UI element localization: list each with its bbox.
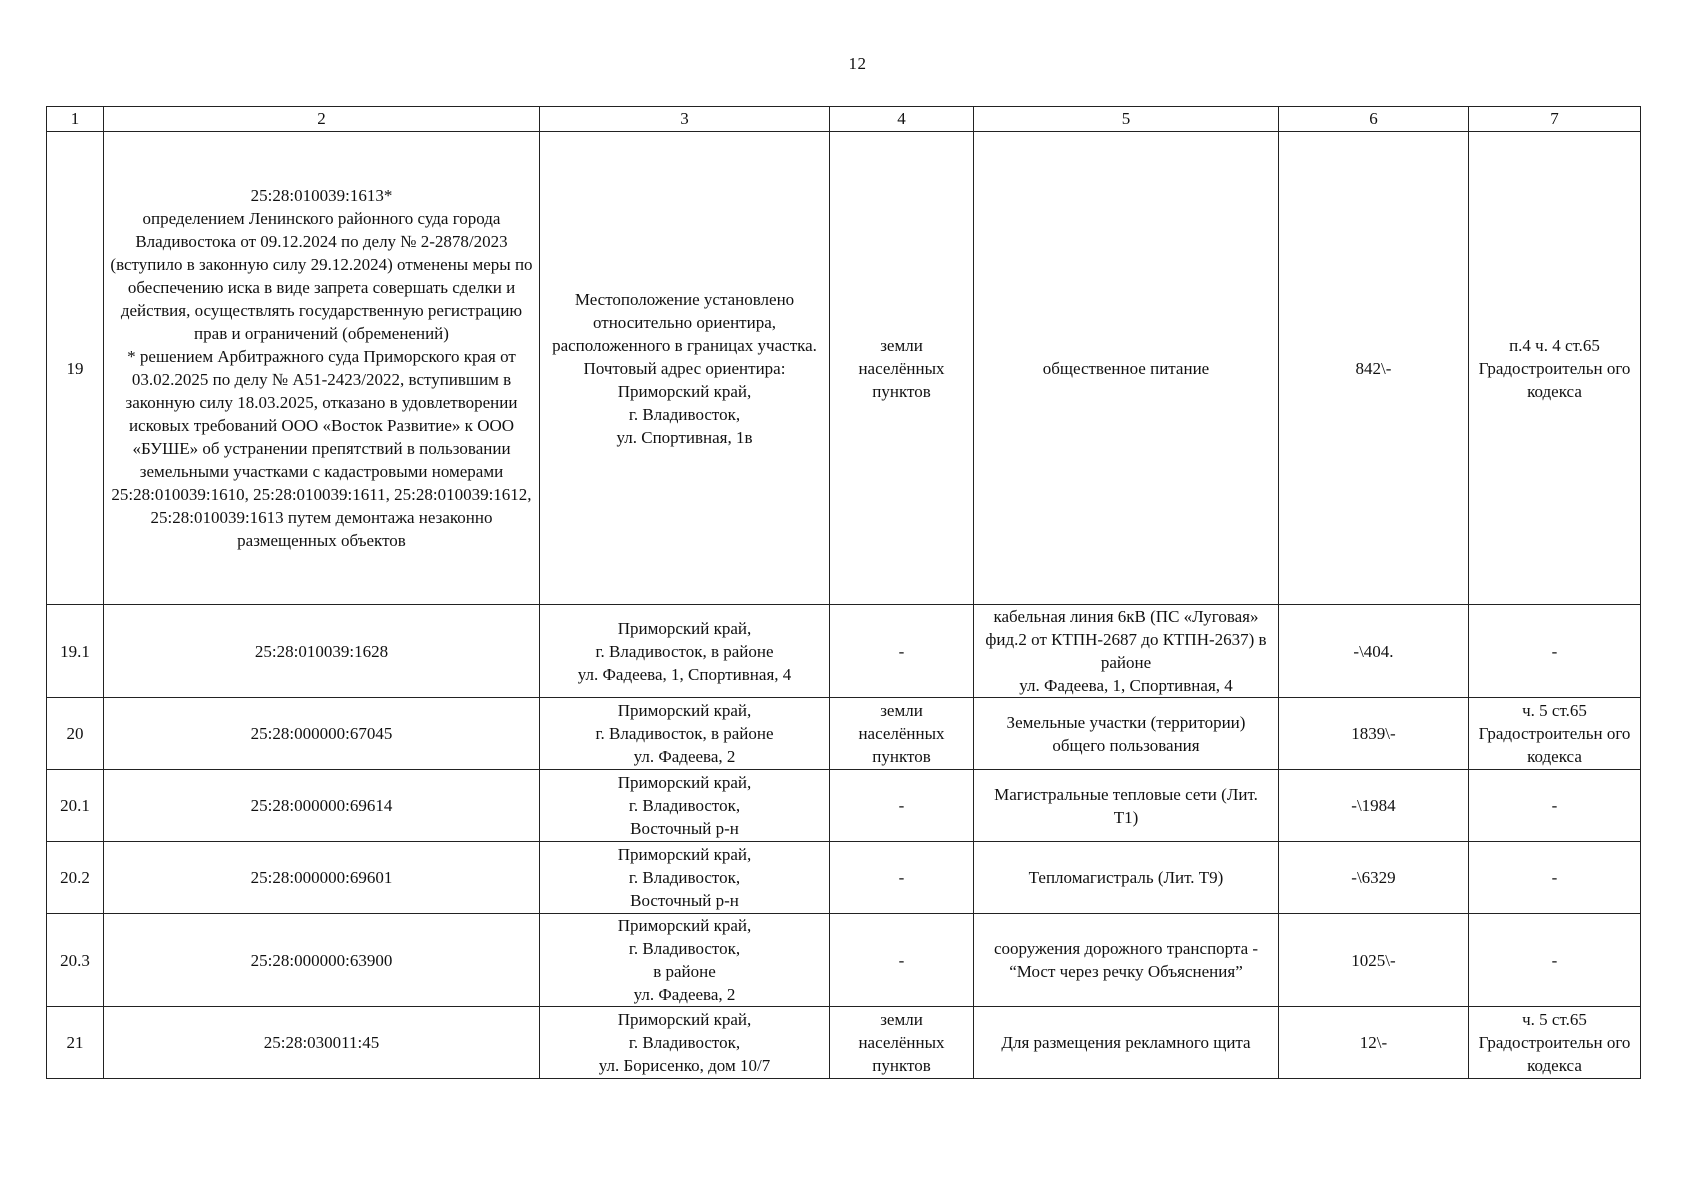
land-plots-table	[46, 106, 1641, 1079]
column-header: 3	[540, 107, 830, 132]
cadastral-number-cell: 25:28:010039:1628	[104, 605, 540, 698]
land-category-cell: -	[830, 842, 974, 914]
land-category-cell: -	[830, 770, 974, 842]
column-header: 4	[830, 107, 974, 132]
legal-basis-cell: ч. 5 ст.65 Градостроительн ого кодекса	[1469, 698, 1641, 770]
column-header: 7	[1469, 107, 1641, 132]
location-cell: Местоположение установлено относительно ориентира, расположенного в границах участка. Почтовый адрес ориентира: Приморский край, г. Владивосток, ул. Спортивная, 1в	[540, 132, 830, 605]
column-header: 1	[47, 107, 104, 132]
area-cell: 1025\-	[1279, 914, 1469, 1007]
permitted-use-cell: Магистральные тепловые сети (Лит. Т1)	[974, 770, 1279, 842]
location-cell: Приморский край, г. Владивосток, Восточный р-н	[540, 842, 830, 914]
permitted-use-cell: общественное питание	[974, 132, 1279, 605]
area-cell: 842\-	[1279, 132, 1469, 605]
table-row	[47, 914, 1641, 1007]
cadastral-number-cell: 25:28:000000:69601	[104, 842, 540, 914]
permitted-use-cell: Тепломагистраль (Лит. Т9)	[974, 842, 1279, 914]
location-cell: Приморский край, г. Владивосток, в районе ул. Фадеева, 1, Спортивная, 4	[540, 605, 830, 698]
page-number: 12	[848, 54, 867, 73]
cadastral-number-cell: 25:28:000000:67045	[104, 698, 540, 770]
table-row	[47, 1007, 1641, 1079]
land-category-cell: земли населённых пунктов	[830, 1007, 974, 1079]
table-row	[47, 605, 1641, 698]
area-cell: -\404.	[1279, 605, 1469, 698]
permitted-use-cell: кабельная линия 6кВ (ПС «Луговая» фид.2 от КТПН-2687 до КТПН-2637) в районе ул. Фадеева, 1, Спортивная, 4	[974, 605, 1279, 698]
land-category-cell: земли населённых пунктов	[830, 132, 974, 605]
row-number-cell: 19.1	[47, 605, 104, 698]
location-cell: Приморский край, г. Владивосток, ул. Борисенко, дом 10/7	[540, 1007, 830, 1079]
column-header: 2	[104, 107, 540, 132]
permitted-use-cell: Земельные участки (территории) общего пользования	[974, 698, 1279, 770]
cadastral-number-cell: 25:28:000000:69614	[104, 770, 540, 842]
legal-basis-cell: п.4 ч. 4 ст.65 Градостроительн ого кодекса	[1469, 132, 1641, 605]
table-header-row	[47, 107, 1641, 132]
area-cell: 1839\-	[1279, 698, 1469, 770]
area-cell: -\6329	[1279, 842, 1469, 914]
cadastral-number-cell: 25:28:030011:45	[104, 1007, 540, 1079]
land-category-cell: земли населённых пунктов	[830, 698, 974, 770]
table-row	[47, 132, 1641, 605]
location-cell: Приморский край, г. Владивосток, в районе ул. Фадеева, 2	[540, 914, 830, 1007]
row-number-cell: 20.3	[47, 914, 104, 1007]
table-row	[47, 770, 1641, 842]
legal-basis-cell: -	[1469, 605, 1641, 698]
land-category-cell: -	[830, 605, 974, 698]
column-header: 5	[974, 107, 1279, 132]
permitted-use-cell: сооружения дорожного транспорта - “Мост через речку Объяснения”	[974, 914, 1279, 1007]
table-row	[47, 842, 1641, 914]
row-number-cell: 21	[47, 1007, 104, 1079]
legal-basis-cell: -	[1469, 842, 1641, 914]
location-cell: Приморский край, г. Владивосток, Восточный р-н	[540, 770, 830, 842]
cadastral-number-cell: 25:28:000000:63900	[104, 914, 540, 1007]
cadastral-number-cell: 25:28:010039:1613* определением Ленинского районного суда города Владивостока от 09.12.2024 по делу № 2-2878/2023 (вступило в законную силу 29.12.2024) отменены меры по обеспечению иска в виде запрета совершать сделки и действия, осуществлять государственную регистрацию прав и ограничений (обременений) * решением Арбитражного суда Приморского края от 03.02.2025 по делу № А51-2423/2022, вступившим в законную силу 18.03.2025, отказано в удовлетворении исковых требований ООО «Восток Развитие» к ООО «БУШЕ» об устранении препятствий в пользовании земельными участками с кадастровыми номерами 25:28:010039:1610, 25:28:010039:1611, 25:28:010039:1612, 25:28:010039:1613 путем демонтажа незаконно размещенных объектов	[104, 132, 540, 605]
legal-basis-cell: ч. 5 ст.65 Градостроительн ого кодекса	[1469, 1007, 1641, 1079]
area-cell: -\1984	[1279, 770, 1469, 842]
location-cell: Приморский край, г. Владивосток, в районе ул. Фадеева, 2	[540, 698, 830, 770]
row-number-cell: 20.2	[47, 842, 104, 914]
legal-basis-cell: -	[1469, 770, 1641, 842]
permitted-use-cell: Для размещения рекламного щита	[974, 1007, 1279, 1079]
row-number-cell: 20	[47, 698, 104, 770]
column-header: 6	[1279, 107, 1469, 132]
area-cell: 12\-	[1279, 1007, 1469, 1079]
legal-basis-cell: -	[1469, 914, 1641, 1007]
land-category-cell: -	[830, 914, 974, 1007]
row-number-cell: 20.1	[47, 770, 104, 842]
row-number-cell: 19	[47, 132, 104, 605]
table-row	[47, 698, 1641, 770]
